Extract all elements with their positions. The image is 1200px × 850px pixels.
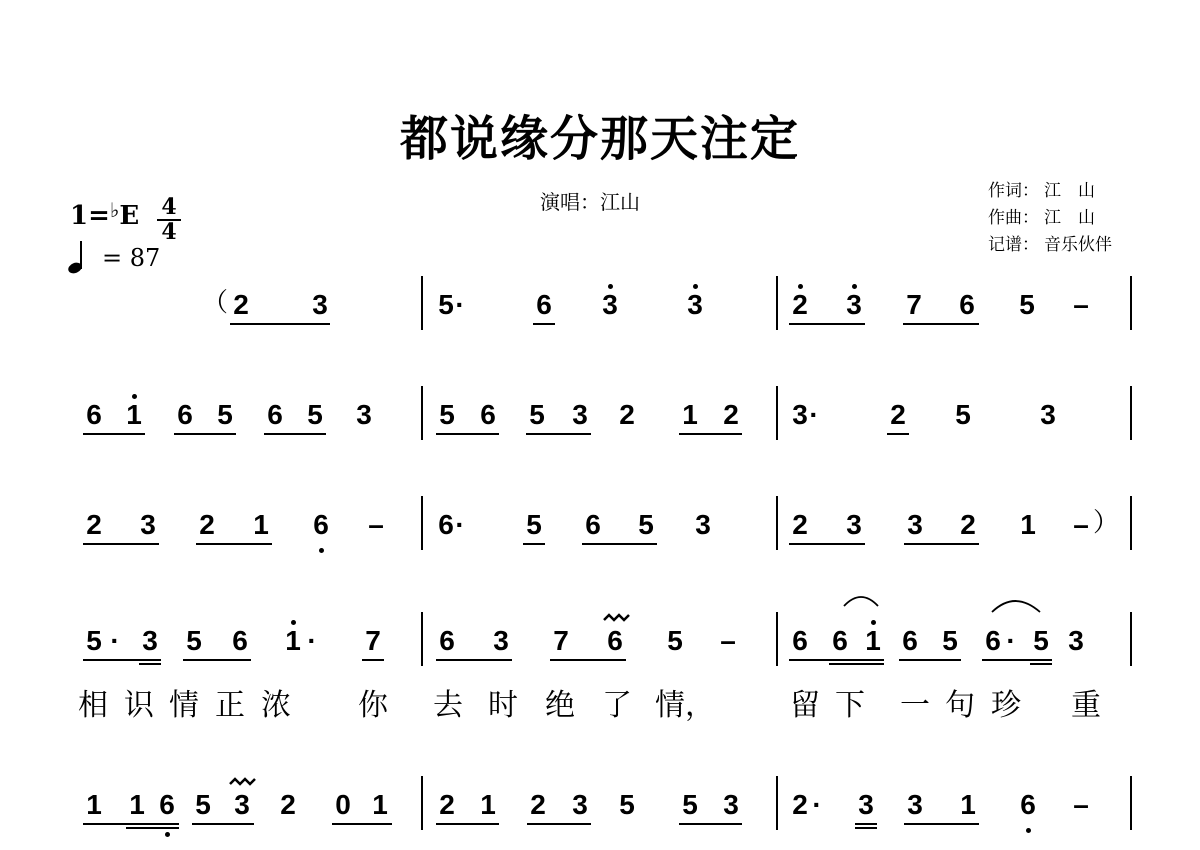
note: 2 (792, 289, 808, 320)
staff-row-4 (0, 612, 1200, 672)
note: 1 (480, 789, 496, 820)
note: 1 (126, 399, 142, 430)
underline (139, 663, 161, 665)
underline (982, 659, 1052, 661)
note: 5 (619, 789, 635, 820)
note: 1 (129, 789, 145, 820)
augmentation-dot: · (455, 509, 465, 540)
note: 3 (572, 399, 588, 430)
lyricist-credit (988, 178, 1112, 205)
note: 2 (280, 789, 296, 820)
high-octave-dot (132, 394, 137, 399)
underline (904, 543, 979, 545)
tempo-value: = 87 (102, 244, 161, 272)
augmentation-dot: · (809, 399, 819, 430)
underline (83, 659, 161, 661)
credit-label: 作曲： (988, 208, 1039, 228)
underline (550, 659, 626, 661)
dash: – (1073, 289, 1089, 320)
high-octave-dot (291, 620, 296, 625)
augmentation-dot: · (812, 789, 822, 820)
note: 5 (667, 625, 683, 656)
note: 6 (313, 509, 329, 540)
tempo-marking (68, 243, 160, 273)
underline (83, 823, 179, 825)
dash: – (1073, 789, 1089, 820)
note: 3 (846, 509, 862, 540)
lyric-char: 时 (488, 688, 518, 723)
high-octave-dot (608, 284, 613, 289)
lyric-char: 情， (655, 688, 715, 723)
note: 6 (536, 289, 552, 320)
underline (899, 659, 961, 661)
lyric-char: 识 (124, 688, 154, 723)
song-title: 都说缘分那天注定 (399, 111, 800, 167)
note: 1 (1020, 509, 1036, 540)
note: 5 (186, 625, 202, 656)
note: 3 (1040, 399, 1056, 430)
bar-line (776, 496, 778, 550)
underline (83, 543, 159, 545)
lyric-char: 正 (215, 688, 245, 723)
lyric-char: 下 (835, 688, 865, 723)
underline (362, 659, 384, 661)
bar-line (421, 612, 423, 666)
note: 5 (1033, 625, 1049, 656)
note: 3 (140, 509, 156, 540)
underline (174, 433, 236, 435)
note: 6 (267, 399, 283, 430)
note: 1 (865, 625, 881, 656)
note: 3 (312, 289, 328, 320)
underline (855, 823, 877, 825)
lyric-char: 留 (790, 688, 820, 723)
bar-line (421, 776, 423, 830)
note: 0 (335, 789, 351, 820)
underline (83, 433, 145, 435)
note: 5 (682, 789, 698, 820)
high-octave-dot (852, 284, 857, 289)
key-signature (70, 198, 139, 231)
note: 6 (585, 509, 601, 540)
note: 3 (687, 289, 703, 320)
lyric-char: 句 (945, 688, 975, 723)
note: 6 (985, 625, 1001, 656)
bar-line (776, 776, 778, 830)
high-octave-dot (798, 284, 803, 289)
low-octave-dot (1026, 828, 1031, 833)
underline (332, 823, 392, 825)
bar-line (776, 386, 778, 440)
underline (1030, 663, 1052, 665)
note: 2 (530, 789, 546, 820)
credit-label: 记谱： (988, 235, 1039, 255)
lyric-char: 相 (78, 688, 108, 723)
underline (855, 827, 877, 829)
lyric-char: 了 (602, 688, 632, 723)
underline (526, 433, 591, 435)
bar-line (776, 612, 778, 666)
bar-line (776, 276, 778, 330)
credit-value: 江 山 (1044, 181, 1095, 201)
underline (679, 433, 742, 435)
note: 2 (960, 509, 976, 540)
note: 5 (307, 399, 323, 430)
dash: – (720, 625, 736, 656)
bar-line (421, 276, 423, 330)
lyric-char: 情 (169, 688, 199, 723)
note: 6 (959, 289, 975, 320)
low-octave-dot (165, 832, 170, 837)
underline (829, 663, 884, 665)
note: 6 (902, 625, 918, 656)
note: 3 (695, 509, 711, 540)
staff-row-2 (0, 386, 1200, 446)
underline (582, 543, 657, 545)
note: 2 (619, 399, 635, 430)
slur-icon (992, 601, 1040, 612)
note: 3 (858, 789, 874, 820)
meter-bottom: 4 (161, 219, 177, 245)
underline (436, 659, 512, 661)
transcriber-credit (988, 232, 1112, 259)
credit-value: 音乐伙伴 (1044, 235, 1112, 255)
underline (523, 543, 545, 545)
composer-credit (988, 205, 1112, 232)
note: 5 (529, 399, 545, 430)
credit-label: 作词： (988, 181, 1039, 201)
note: 5 (217, 399, 233, 430)
augmentation-dot: · (455, 289, 465, 320)
lyric-char: 浓 (261, 688, 291, 723)
note: 6 (86, 399, 102, 430)
bar-line (421, 496, 423, 550)
note: 3 (846, 289, 862, 320)
underline (904, 823, 979, 825)
note: 6 (232, 625, 248, 656)
note: 2 (199, 509, 215, 540)
staff-row-5 (0, 776, 1200, 836)
note: 6 (792, 625, 808, 656)
note: 5 (526, 509, 542, 540)
note: 2 (233, 289, 249, 320)
note: 5 (1019, 289, 1035, 320)
underline (789, 323, 865, 325)
underline (789, 659, 884, 661)
underline (789, 543, 865, 545)
note: 3 (356, 399, 372, 430)
dash: – (368, 509, 384, 540)
flat-sign: ♭ (109, 198, 120, 222)
high-octave-dot (871, 620, 876, 625)
bar-line (1130, 496, 1132, 550)
note: 2 (890, 399, 906, 430)
underline (527, 823, 591, 825)
bar-line (421, 386, 423, 440)
underline (264, 433, 326, 435)
underline (533, 323, 555, 325)
lyric-char: 一 (900, 688, 930, 723)
note: 1 (960, 789, 976, 820)
credits-block (988, 178, 1112, 259)
augmentation-dot: · (307, 625, 317, 656)
note: 1 (253, 509, 269, 540)
note: 3 (602, 289, 618, 320)
lyric-char: 去 (433, 688, 463, 723)
note: 3 (572, 789, 588, 820)
bar-line (1130, 386, 1132, 440)
augmentation-dot: · (110, 625, 120, 656)
underline (196, 543, 272, 545)
note: 2 (792, 509, 808, 540)
note: 6 (1020, 789, 1036, 820)
note: 6 (480, 399, 496, 430)
lyric-char: 重 (1071, 688, 1101, 723)
key-tonic: 1 (70, 201, 89, 231)
close-paren: ） (1093, 508, 1120, 538)
note: 6 (607, 625, 623, 656)
quarter-note-icon (68, 243, 92, 273)
time-signature (157, 194, 181, 245)
underline (887, 433, 909, 435)
lyric-char: 你 (358, 688, 388, 723)
note: 3 (234, 789, 250, 820)
underline (679, 823, 742, 825)
note: 3 (907, 509, 923, 540)
bar-line (1130, 612, 1132, 666)
low-octave-dot (319, 548, 324, 553)
staff-row-3 (0, 496, 1200, 556)
lyric-char: 珍 (991, 688, 1021, 723)
note: 6 (159, 789, 175, 820)
note: 2 (86, 509, 102, 540)
note: 2 (439, 789, 455, 820)
note: 1 (285, 625, 301, 656)
dash: – (1073, 509, 1089, 540)
augmentation-dot: · (1006, 625, 1016, 656)
note: 7 (365, 625, 381, 656)
note: 1 (86, 789, 102, 820)
note: 5 (439, 399, 455, 430)
bar-line (1130, 776, 1132, 830)
note: 6 (832, 625, 848, 656)
note: 1 (682, 399, 698, 430)
note: 3 (1068, 625, 1084, 656)
bar-line (1130, 276, 1132, 330)
underline (903, 323, 979, 325)
underline (230, 323, 330, 325)
key-note: E (119, 201, 140, 231)
underline (183, 659, 251, 661)
note: 5 (942, 625, 958, 656)
underline (192, 823, 254, 825)
underline (126, 827, 179, 829)
note: 3 (792, 399, 808, 430)
note: 5 (955, 399, 971, 430)
open-paren: （ (202, 288, 229, 318)
note: 3 (493, 625, 509, 656)
note: 2 (723, 399, 739, 430)
underline (436, 823, 499, 825)
note: 3 (907, 789, 923, 820)
note: 7 (553, 625, 569, 656)
credit-value: 江 山 (1044, 208, 1095, 228)
note: 5 (195, 789, 211, 820)
key-equals: = (88, 201, 110, 231)
note: 1 (372, 789, 388, 820)
note: 3 (142, 625, 158, 656)
note: 5 (438, 289, 454, 320)
note: 5 (86, 625, 102, 656)
slur-icon (844, 597, 878, 606)
note: 5 (638, 509, 654, 540)
high-octave-dot (693, 284, 698, 289)
note: 7 (906, 289, 922, 320)
note: 6 (438, 509, 454, 540)
singer-credit: 演唱：江山 (540, 190, 640, 214)
lyrics-line (0, 688, 1200, 728)
note: 6 (177, 399, 193, 430)
underline (436, 433, 499, 435)
meter-top: 4 (161, 194, 177, 220)
lyric-char: 绝 (545, 688, 575, 723)
note: 3 (723, 789, 739, 820)
note: 6 (439, 625, 455, 656)
staff-row-1 (0, 276, 1200, 336)
note: 2 (792, 789, 808, 820)
